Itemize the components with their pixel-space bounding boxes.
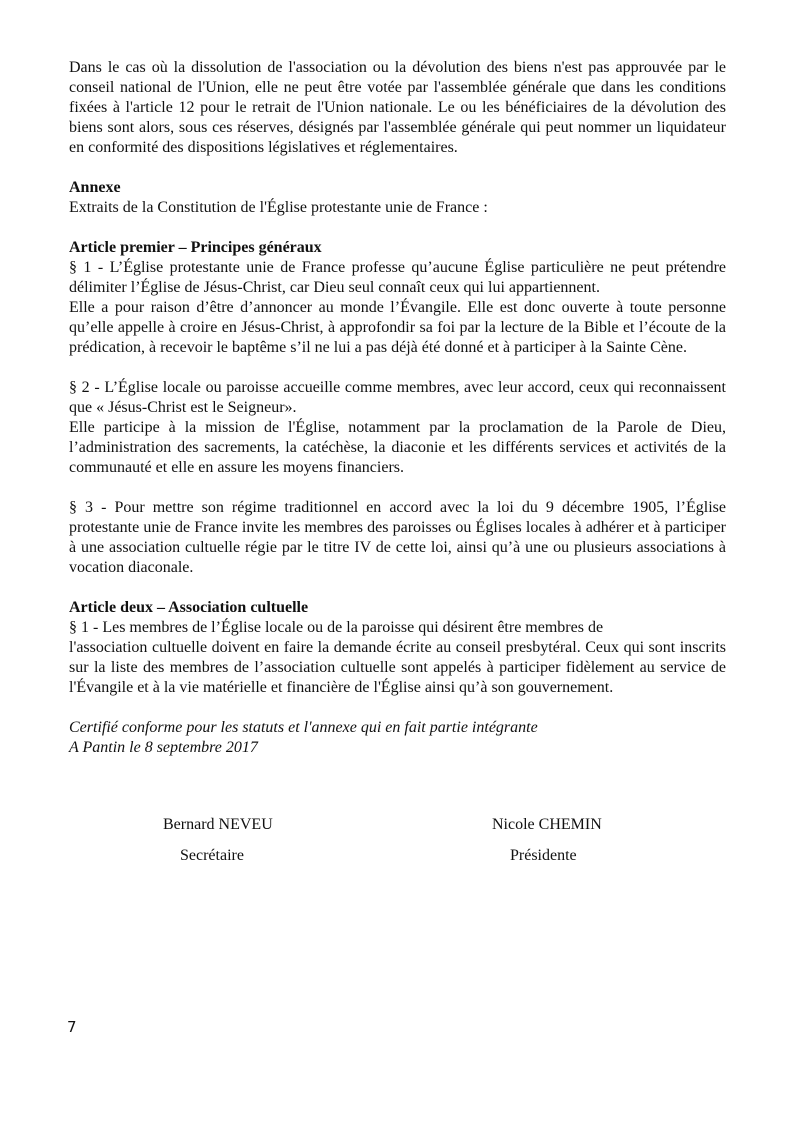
intro-paragraph: Dans le cas où la dissolution de l'association ou la dévolution des biens n'est pas approuvée par le conseil national de l'Union, elle ne peut être votée par l'assemblée générale que dans les conditions fixées à l'article 12 pour le retrait de l'Union nationale. Le ou les bénéficiaires de la dévolution des biens sont alors, sous ces réserves, désignés par l'assemblée générale qui peut nommer un liquidateur en conformité des dispositions législatives et réglementaires. bbox=[69, 59, 726, 156]
article-2-para-rest: l'association cultuelle doivent en faire la demande écrite au conseil presbytéral. Ceux qui sont inscrits sur la liste des membres de l’association cultuelle sont appelés à participer fidèlement au service de l'Évangile et à la vie matérielle et financière de l'Église ainsi qu’à son gouvernement. bbox=[69, 639, 726, 696]
article-2-line-1: § 1 - Les membres de l’Église locale ou de la paroisse qui désirent être membres de bbox=[69, 619, 604, 636]
place-date-line: A Pantin le 8 septembre 2017 bbox=[69, 739, 258, 756]
article-1-heading: Article premier – Principes généraux bbox=[69, 239, 322, 256]
signature-left-role: Secrétaire bbox=[180, 847, 244, 864]
page-number: 7 bbox=[67, 1018, 77, 1036]
article-1-para-2: § 2 - L’Église locale ou paroisse accueille comme membres, avec leur accord, ceux qui reconnaissent que « Jésus-Christ est le Seigneur». bbox=[69, 379, 726, 416]
signature-right-name: Nicole CHEMIN bbox=[492, 816, 602, 833]
article-1-para-2b: Elle participe à la mission de l'Église, notamment par la proclamation de la Parole de Dieu, l’administration des sacrements, la catéchèse, la diaconie et les différents services et activités de la communauté et elle en assure les moyens financiers. bbox=[69, 419, 726, 476]
article-1-para-1b: Elle a pour raison d’être d’annoncer au monde l’Évangile. Elle est donc ouverte à toute personne qu’elle appelle à croire en Jésus-Christ, à approfondir sa foi par la lecture de la Bible et l’écoute de la prédication, à recevoir le baptême s’il ne lui a pas déjà été donné et à participer à la Sainte Cène. bbox=[69, 299, 726, 356]
annexe-heading: Annexe bbox=[69, 179, 121, 196]
document-body bbox=[69, 58, 726, 758]
annexe-subtitle: Extraits de la Constitution de l'Église protestante unie de France : bbox=[69, 199, 488, 216]
certification-line: Certifié conforme pour les statuts et l'annexe qui en fait partie intégrante bbox=[69, 719, 538, 736]
signature-left-name: Bernard NEVEU bbox=[163, 816, 273, 833]
article-1-para-3: § 3 - Pour mettre son régime traditionnel en accord avec la loi du 9 décembre 1905, l’Église protestante unie de France invite les membres des paroisses ou Églises locales à adhérer et à participer à une association cultuelle régie par le titre IV de cette loi, ainsi qu’à une ou plusieurs associations à vocation diaconale. bbox=[69, 499, 726, 576]
article-1-para-1: § 1 - L’Église protestante unie de France professe qu’aucune Église particulière ne peut prétendre délimiter l’Église de Jésus-Christ, car Dieu seul connaît ceux qui lui appartiennent. bbox=[69, 259, 726, 296]
article-2-heading: Article deux – Association cultuelle bbox=[69, 599, 309, 616]
signature-right-role: Présidente bbox=[510, 847, 577, 864]
